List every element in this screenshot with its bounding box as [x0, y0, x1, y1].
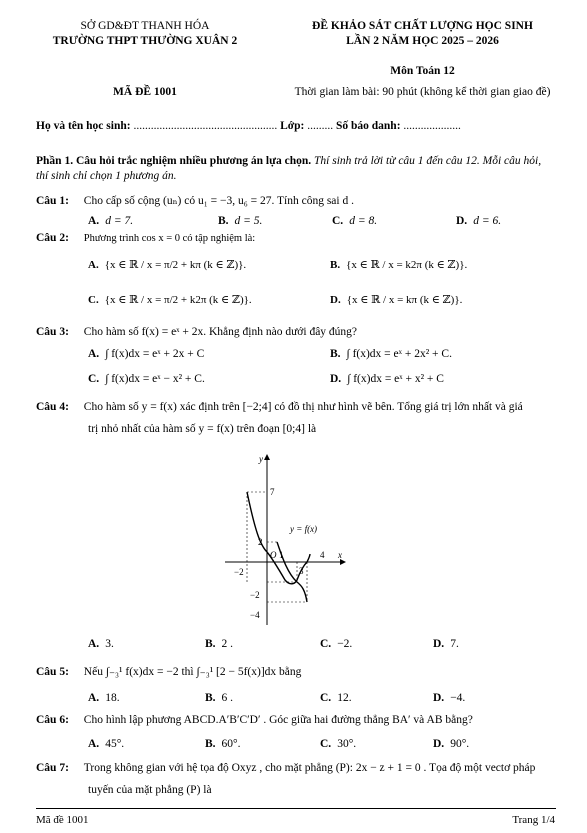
- y-tick-7: 7: [270, 487, 275, 497]
- exam-code: MÃ ĐỀ 1001: [113, 86, 177, 98]
- x-tick-neg2: −2: [234, 567, 244, 577]
- question-5: [36, 664, 301, 678]
- question-number: Câu 2:: [36, 232, 69, 244]
- q4-option-d[interactable]: D. 7.: [433, 638, 459, 650]
- q1-option-a[interactable]: A. d = 7.: [88, 215, 134, 227]
- question-number: Câu 6:: [36, 714, 69, 726]
- school-name: TRƯỜNG THPT THƯỜNG XUÂN 2: [52, 35, 238, 47]
- question-number: Câu 4:: [36, 401, 69, 413]
- footer-exam-code: Mã đề 1001: [36, 814, 89, 826]
- question-number: Câu 7:: [36, 762, 69, 774]
- q3-option-c[interactable]: C. ∫ f(x)dx = eˣ − x² + C.: [88, 373, 205, 385]
- part1-heading: [36, 155, 541, 167]
- student-id-label: Số báo danh:: [335, 120, 401, 132]
- x-axis-label: x: [338, 550, 342, 560]
- student-name-field[interactable]: ..................................................: [133, 120, 278, 132]
- q4-option-c[interactable]: C. −2.: [320, 638, 353, 650]
- question-2: [36, 232, 255, 244]
- q5-option-a[interactable]: A. 18.: [88, 692, 120, 704]
- part1-instruction: Thí sinh trả lời từ câu 1 đến câu 12. Mỗi câu hỏi,: [314, 155, 542, 167]
- question-7-line2: tuyến của mặt phẳng (P) là: [88, 784, 212, 796]
- question-text: Cho hàm số y = f(x) xác định trên [−2;4] có đồ thị như hình vẽ bên. Tổng giá trị lớn nhất và giá: [83, 401, 523, 413]
- x-tick-4: 4: [320, 550, 325, 560]
- class-label: Lớp:: [280, 120, 305, 132]
- x-tick-1: 1: [279, 550, 284, 560]
- q3-option-d[interactable]: D. ∫ f(x)dx = eˣ + x² + C: [330, 373, 444, 385]
- dept-name: SỞ GD&ĐT THANH HÓA: [80, 20, 210, 32]
- q2-option-a[interactable]: A. {x ∈ ℝ / x = π/2 + kπ (k ∈ ℤ)}.: [88, 259, 247, 271]
- q5-option-c[interactable]: C. 12.: [320, 692, 352, 704]
- subject: Môn Toán 12: [390, 65, 455, 77]
- student-info-row: [36, 120, 461, 132]
- origin-label: O: [270, 550, 277, 560]
- function-graph: [220, 450, 350, 630]
- question-text: Cho cấp số cộng (uₙ) có u₁ = −3, u₆ = 27. Tính công sai d .: [83, 195, 354, 207]
- y-tick-neg2: −2: [250, 590, 260, 600]
- question-1: [36, 193, 354, 207]
- question-4-line2: trị nhỏ nhất của hàm số y = f(x) trên đoạn [0;4] là: [88, 423, 317, 435]
- q2-option-b[interactable]: B. {x ∈ ℝ / x = k2π (k ∈ ℤ)}.: [330, 259, 468, 271]
- q4-option-b[interactable]: B. 2 .: [205, 638, 234, 650]
- y-tick-2: 2: [258, 537, 263, 547]
- question-number: Câu 3:: [36, 326, 69, 338]
- page-number: Trang 1/4: [512, 814, 555, 826]
- q5-option-d[interactable]: D. −4.: [433, 692, 466, 704]
- question-text: Cho hình lập phương ABCD.A′B′C′D′ . Góc giữa hai đường thẳng BA′ và AB bằng?: [83, 714, 473, 726]
- student-name-label: Họ và tên học sinh:: [36, 120, 131, 132]
- q2-option-c[interactable]: C. {x ∈ ℝ / x = π/2 + k2π (k ∈ ℤ)}.: [88, 294, 252, 306]
- question-number: Câu 1:: [36, 195, 69, 207]
- exam-title: ĐỀ KHẢO SÁT CHẤT LƯỢNG HỌC SINH: [312, 20, 533, 32]
- part1-instruction-2: thí sinh chỉ chọn 1 phương án.: [36, 170, 177, 182]
- q4-option-a[interactable]: A. 3.: [88, 638, 114, 650]
- question-number: Câu 5:: [36, 666, 69, 678]
- time-limit: Thời gian làm bài: 90 phút (không kể thời gian giao đề): [294, 86, 551, 98]
- student-id-field[interactable]: ....................: [403, 120, 461, 132]
- footer-divider: [36, 808, 556, 809]
- question-3: [36, 326, 357, 338]
- q1-option-d[interactable]: D. d = 6.: [456, 215, 502, 227]
- q6-option-d[interactable]: D. 90°.: [433, 738, 470, 750]
- q6-option-c[interactable]: C. 30°.: [320, 738, 357, 750]
- question-7: [36, 762, 535, 774]
- question-text: Phương trình cos x = 0 có tập nghiệm là:: [83, 233, 256, 244]
- question-text: Trong không gian với hệ tọa độ Oxyz , cho mặt phẳng (P): 2x − z + 1 = 0 . Tọa độ một vectơ pháp: [83, 762, 536, 774]
- q6-option-b[interactable]: B. 60°.: [205, 738, 241, 750]
- question-6: [36, 714, 473, 726]
- q3-option-a[interactable]: A. ∫ f(x)dx = eˣ + 2x + C: [88, 348, 205, 360]
- q1-option-b[interactable]: B. d = 5.: [218, 215, 263, 227]
- q2-option-d[interactable]: D. {x ∈ ℝ / x = kπ (k ∈ ℤ)}.: [330, 294, 463, 306]
- function-label: y = f(x): [290, 524, 318, 534]
- q6-option-a[interactable]: A. 45°.: [88, 738, 125, 750]
- y-tick-neg4: −4: [250, 610, 260, 620]
- q5-option-b[interactable]: B. 6 .: [205, 692, 234, 704]
- class-field[interactable]: .........: [307, 120, 334, 132]
- part1-title: Phần 1. Câu hỏi trắc nghiệm nhiều phương án lựa chọn.: [36, 155, 312, 167]
- q1-option-c[interactable]: C. d = 8.: [332, 215, 378, 227]
- question-text: Cho hàm số f(x) = eˣ + 2x. Khẳng định nào dưới đây đúng?: [83, 326, 358, 338]
- x-tick-3: 3: [299, 566, 304, 576]
- exam-session: LẦN 2 NĂM HỌC 2025 – 2026: [346, 35, 499, 47]
- question-text: Nếu ∫₋₃¹ f(x)dx = −2 thì ∫₋₃¹ [2 − 5f(x)]dx bằng: [83, 666, 302, 678]
- question-4: [36, 401, 523, 413]
- y-axis-label: y: [259, 454, 263, 464]
- q3-option-b[interactable]: B. ∫ f(x)dx = eˣ + 2x² + C.: [330, 348, 452, 360]
